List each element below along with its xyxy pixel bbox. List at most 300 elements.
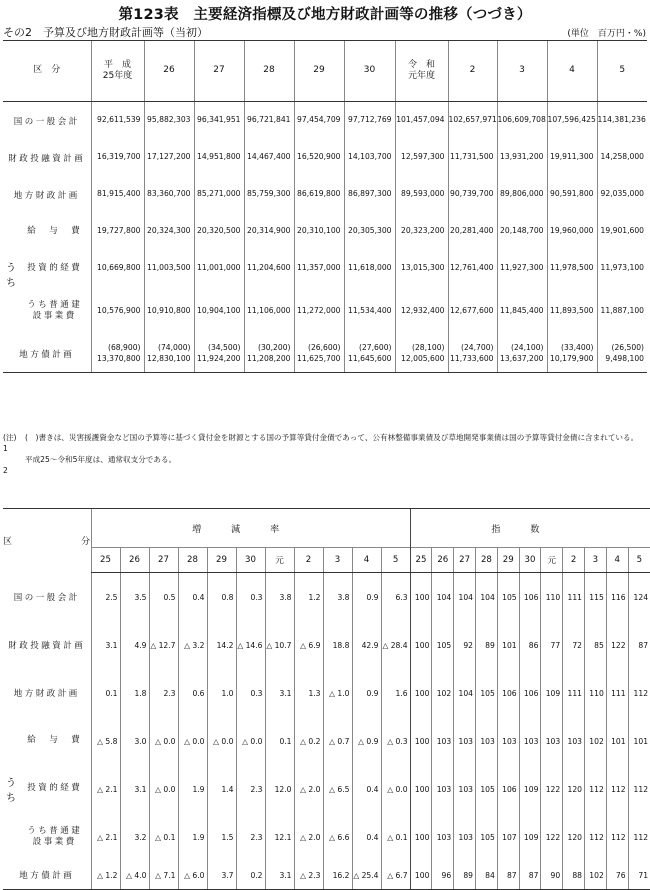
rate-value: 2.3 xyxy=(149,669,178,717)
rate-value: 3.5 xyxy=(120,573,149,622)
cell-value: (24,100) 13,637,200 xyxy=(497,335,547,373)
index-value: 103 xyxy=(432,813,454,861)
rate-value: 0.1 xyxy=(265,717,294,765)
cell-value: (28,100) 12,005,600 xyxy=(395,335,448,373)
cell-value: 14,467,400 xyxy=(244,139,294,176)
cell-value: (33,400) 10,179,900 xyxy=(547,335,597,373)
rate-value: 0.3 xyxy=(236,669,265,717)
year-header: 元 xyxy=(265,548,294,573)
cell-value: 11,973,100 xyxy=(597,250,647,287)
rate-value: 12.0 xyxy=(265,765,294,813)
rate-value: △ 0.0 xyxy=(207,717,236,765)
index-value: 111 xyxy=(563,669,585,717)
rate-value: △ 0.3 xyxy=(381,717,410,765)
index-value: 122 xyxy=(541,765,563,813)
rate-value: △ 1.0 xyxy=(323,669,352,717)
cell-value: 12,761,400 xyxy=(448,250,497,287)
cell-value: 20,310,100 xyxy=(294,213,344,250)
unit-label: (単位 百万円・%) xyxy=(567,29,646,39)
year-header: 2 xyxy=(294,548,323,573)
rate-value: △ 0.1 xyxy=(149,813,178,861)
index-value: 96 xyxy=(432,861,454,890)
index-value: 104 xyxy=(432,573,454,622)
column-header: 29 xyxy=(294,41,344,102)
cell-value: 10,669,800 xyxy=(91,250,144,287)
rate-value: 1.5 xyxy=(207,813,236,861)
year-header: 5 xyxy=(628,548,650,573)
notes xyxy=(3,432,647,476)
rate-value: 2.3 xyxy=(236,813,265,861)
rate-value: 3.7 xyxy=(207,861,236,890)
rate-value: △ 0.7 xyxy=(323,717,352,765)
table-row xyxy=(3,287,647,335)
year-header: 4 xyxy=(352,548,381,573)
rate-value: 12.1 xyxy=(265,813,294,861)
rate-value: 3.1 xyxy=(120,765,149,813)
index-value: 109 xyxy=(519,765,541,813)
rate-value: △ 0.0 xyxy=(149,717,178,765)
table-row xyxy=(3,861,650,890)
cell-value: 83,360,700 xyxy=(144,176,194,213)
year-header: 元 xyxy=(541,548,563,573)
cell-value: 20,314,900 xyxy=(244,213,294,250)
rate-value: 3.8 xyxy=(323,573,352,622)
index-value: 112 xyxy=(606,813,628,861)
rate-value: △ 1.2 xyxy=(91,861,120,890)
index-value: 101 xyxy=(497,621,519,669)
table-row xyxy=(3,813,650,861)
cell-value: 95,882,303 xyxy=(144,102,194,140)
index-value: 112 xyxy=(585,813,607,861)
rate-value: 3.1 xyxy=(91,621,120,669)
column-header: 27 xyxy=(194,41,244,102)
index-value: 104 xyxy=(454,573,476,622)
cell-value: 86,619,800 xyxy=(294,176,344,213)
cell-value: 97,712,769 xyxy=(344,102,395,140)
column-header: 3 xyxy=(497,41,547,102)
index-value: 103 xyxy=(432,765,454,813)
cell-value: 10,910,800 xyxy=(144,287,194,335)
cell-value: 16,319,700 xyxy=(91,139,144,176)
cell-value: 20,323,200 xyxy=(395,213,448,250)
cell-value: 19,727,800 xyxy=(91,213,144,250)
rate-value: 3.0 xyxy=(120,717,149,765)
section-subtitle: その2 予算及び地方財政計画等（当初） xyxy=(3,26,208,39)
cell-value: 11,731,500 xyxy=(448,139,497,176)
index-value: 88 xyxy=(563,861,585,890)
cell-value: 81,915,400 xyxy=(91,176,144,213)
year-header: 26 xyxy=(120,548,149,573)
note-key: 2 xyxy=(3,455,21,475)
rate-value: △ 0.2 xyxy=(294,717,323,765)
index-value: 86 xyxy=(519,621,541,669)
rate-value: △ 0.0 xyxy=(236,717,265,765)
column-header: 28 xyxy=(244,41,294,102)
cell-value: 90,739,700 xyxy=(448,176,497,213)
cell-value: 20,148,700 xyxy=(497,213,547,250)
year-header: 29 xyxy=(207,548,236,573)
column-header: 4 xyxy=(547,41,597,102)
year-header: 3 xyxy=(585,548,607,573)
rate-value: 1.0 xyxy=(207,669,236,717)
cell-value: 17,127,200 xyxy=(144,139,194,176)
rate-value: 18.8 xyxy=(323,621,352,669)
rate-value: △ 14.6 xyxy=(236,621,265,669)
cell-value: 90,591,800 xyxy=(547,176,597,213)
rate-value: 3.2 xyxy=(120,813,149,861)
rate-value: 3.8 xyxy=(265,573,294,622)
year-header: 25 xyxy=(410,548,432,573)
cell-value: 11,887,100 xyxy=(597,287,647,335)
cell-value: 11,357,000 xyxy=(294,250,344,287)
rate-value: △ 0.0 xyxy=(178,717,207,765)
page-title: 第123表 主要経済指標及び地方財政計画等の推移（つづき） xyxy=(118,7,532,23)
year-header: 30 xyxy=(236,548,265,573)
cell-value: 85,271,000 xyxy=(194,176,244,213)
index-value: 100 xyxy=(410,669,432,717)
cell-value: 86,897,300 xyxy=(344,176,395,213)
rate-value: △ 25.4 xyxy=(352,861,381,890)
rate-value: △ 28.4 xyxy=(381,621,410,669)
cell-value: 12,597,300 xyxy=(395,139,448,176)
index-value: 105 xyxy=(476,765,498,813)
group-header-rate: 増減率 xyxy=(91,509,410,548)
rate-value: 1.6 xyxy=(381,669,410,717)
row-label: 国の一般会計 xyxy=(13,592,80,603)
index-value: 106 xyxy=(497,765,519,813)
year-header: 4 xyxy=(606,548,628,573)
rate-value: 6.3 xyxy=(381,573,410,622)
index-value: 106 xyxy=(519,573,541,622)
cell-value: 20,324,300 xyxy=(144,213,194,250)
index-value: 100 xyxy=(410,573,432,622)
column-header: 5 xyxy=(597,41,647,102)
index-value: 103 xyxy=(432,717,454,765)
rate-value: 42.9 xyxy=(352,621,381,669)
rate-value: 0.5 xyxy=(149,573,178,622)
rate-value: 1.8 xyxy=(120,669,149,717)
cell-value: 20,320,500 xyxy=(194,213,244,250)
cell-value: 19,960,000 xyxy=(547,213,597,250)
index-value: 111 xyxy=(606,669,628,717)
index-value: 116 xyxy=(606,573,628,622)
index-value: 107 xyxy=(497,813,519,861)
index-value: 89 xyxy=(476,621,498,669)
table-row xyxy=(3,765,650,813)
index-value: 102 xyxy=(432,669,454,717)
column-header: 令 和 元年度 xyxy=(395,41,448,102)
rate-value: 0.4 xyxy=(352,765,381,813)
rate-value: △ 2.1 xyxy=(91,813,120,861)
index-value: 76 xyxy=(606,861,628,890)
cell-value: 92,035,000 xyxy=(597,176,647,213)
rate-value: 2.5 xyxy=(91,573,120,622)
row-label: うち普通建 設事業費 xyxy=(27,299,83,321)
cell-value: 19,911,300 xyxy=(547,139,597,176)
index-value: 112 xyxy=(628,813,650,861)
cell-value: 107,596,425 xyxy=(547,102,597,140)
index-value: 103 xyxy=(454,813,476,861)
rate-value: 0.4 xyxy=(352,813,381,861)
rate-value: △ 0.1 xyxy=(381,813,410,861)
index-value: 122 xyxy=(606,621,628,669)
index-value: 115 xyxy=(585,573,607,622)
row-label: 財政投融資計画 xyxy=(8,153,86,164)
header-label: 区 分 xyxy=(3,41,91,102)
cell-value: 13,931,200 xyxy=(497,139,547,176)
rate-value: 1.9 xyxy=(178,765,207,813)
index-value: 103 xyxy=(476,717,498,765)
index-value: 105 xyxy=(476,669,498,717)
rate-value: 1.9 xyxy=(178,813,207,861)
cell-value: (24,700) 11,733,600 xyxy=(448,335,497,373)
table-row xyxy=(3,139,647,176)
rate-value: 1.2 xyxy=(294,573,323,622)
year-header: 3 xyxy=(323,548,352,573)
cell-value: 11,978,500 xyxy=(547,250,597,287)
column-header: 2 xyxy=(448,41,497,102)
index-value: 112 xyxy=(585,765,607,813)
index-value: 103 xyxy=(541,717,563,765)
index-value: 87 xyxy=(628,621,650,669)
cell-value: 11,204,600 xyxy=(244,250,294,287)
index-value: 72 xyxy=(563,621,585,669)
cell-value: 12,932,400 xyxy=(395,287,448,335)
index-value: 100 xyxy=(410,813,432,861)
rate-value: △ 2.3 xyxy=(294,861,323,890)
index-value: 112 xyxy=(628,669,650,717)
index-value: 103 xyxy=(497,717,519,765)
row-label: 地方財政計画 xyxy=(13,190,80,201)
index-value: 102 xyxy=(585,717,607,765)
cell-value: 11,106,000 xyxy=(244,287,294,335)
table-row xyxy=(3,213,647,250)
rate-value: 0.2 xyxy=(236,861,265,890)
table-row xyxy=(3,176,647,213)
row-label: 給 与 費 xyxy=(27,225,83,236)
cell-value: 11,001,000 xyxy=(194,250,244,287)
table-row xyxy=(3,669,650,717)
cell-value: 85,759,300 xyxy=(244,176,294,213)
index-value: 84 xyxy=(476,861,498,890)
cell-value: (27,600) 11,645,600 xyxy=(344,335,395,373)
table-row xyxy=(3,621,650,669)
rate-value: △ 6.0 xyxy=(178,861,207,890)
index-value: 100 xyxy=(410,621,432,669)
cell-value: 102,657,971 xyxy=(448,102,497,140)
rate-value: △ 2.0 xyxy=(294,813,323,861)
rate-value: △ 6.5 xyxy=(323,765,352,813)
index-value: 103 xyxy=(563,717,585,765)
rate-value: 3.1 xyxy=(265,861,294,890)
rate-value: △ 4.0 xyxy=(120,861,149,890)
note-line xyxy=(3,454,647,476)
rate-value: 16.2 xyxy=(323,861,352,890)
rate-value: △ 10.7 xyxy=(265,621,294,669)
index-value: 77 xyxy=(541,621,563,669)
index-value: 110 xyxy=(541,573,563,622)
index-value: 85 xyxy=(585,621,607,669)
index-value: 112 xyxy=(606,765,628,813)
column-header: 30 xyxy=(344,41,395,102)
note-text: 平成25～令和5年度は、通常収支分である。 xyxy=(25,455,177,464)
rate-value: △ 6.6 xyxy=(323,813,352,861)
rate-value: △ 6.7 xyxy=(381,861,410,890)
rate-value: 1.4 xyxy=(207,765,236,813)
index-value: 105 xyxy=(432,621,454,669)
cell-value: 114,381,236 xyxy=(597,102,647,140)
cell-value: (26,500) 9,498,100 xyxy=(597,335,647,373)
cell-value: 14,103,700 xyxy=(344,139,395,176)
cell-value: (30,200) 11,208,200 xyxy=(244,335,294,373)
index-value: 103 xyxy=(454,765,476,813)
index-value: 102 xyxy=(585,861,607,890)
year-header: 28 xyxy=(476,548,498,573)
index-value: 101 xyxy=(628,717,650,765)
table-row xyxy=(3,717,650,765)
cell-value: 19,901,600 xyxy=(597,213,647,250)
group-header-index: 指数 xyxy=(410,509,650,548)
cell-value: 106,609,708 xyxy=(497,102,547,140)
cell-value: 11,618,000 xyxy=(344,250,395,287)
row-label: 国の一般会計 xyxy=(13,116,80,127)
index-value: 101 xyxy=(606,717,628,765)
index-value: 105 xyxy=(497,573,519,622)
row-label: 財政投融資計画 xyxy=(8,641,86,651)
year-header: 2 xyxy=(563,548,585,573)
cell-value: (26,600) 11,625,700 xyxy=(294,335,344,373)
cell-value: 89,806,000 xyxy=(497,176,547,213)
row-label: 地方財政計画 xyxy=(13,689,80,699)
index-value: 90 xyxy=(541,861,563,890)
cell-value: 11,845,400 xyxy=(497,287,547,335)
note-text: ( )書きは、災害援護資金など国の予算等に基づく貸付金を財源とする国の予算等貸付金債であって、公有林整備事業債及び草地開発事業債は国の予算等貸付金債に含まれている。 xyxy=(25,433,639,442)
row-label: 給 与 費 xyxy=(27,735,83,746)
rate-value: △ 3.2 xyxy=(178,621,207,669)
rate-value: 4.9 xyxy=(120,621,149,669)
index-value: 100 xyxy=(410,861,432,890)
column-header: 平 成 25年度 xyxy=(91,41,144,102)
side-label: う ち xyxy=(6,263,16,289)
cell-value: 10,904,100 xyxy=(194,287,244,335)
year-header: 30 xyxy=(519,548,541,573)
cell-value: 96,341,951 xyxy=(194,102,244,140)
cell-value: (34,500) 11,924,200 xyxy=(194,335,244,373)
index-value: 110 xyxy=(585,669,607,717)
cell-value: 13,015,300 xyxy=(395,250,448,287)
cell-value: 10,576,900 xyxy=(91,287,144,335)
rate-value: 3.1 xyxy=(265,669,294,717)
index-value: 106 xyxy=(497,669,519,717)
note-key: (注) 1 xyxy=(3,433,25,453)
index-value: 104 xyxy=(454,669,476,717)
cell-value: 16,520,900 xyxy=(294,139,344,176)
cell-value: 89,593,000 xyxy=(395,176,448,213)
index-value: 106 xyxy=(519,669,541,717)
cell-value: 11,893,500 xyxy=(547,287,597,335)
cell-value: 92,611,539 xyxy=(91,102,144,140)
cell-value: 11,272,000 xyxy=(294,287,344,335)
index-value: 87 xyxy=(497,861,519,890)
cell-value: 11,927,300 xyxy=(497,250,547,287)
index-value: 112 xyxy=(628,765,650,813)
index-value: 120 xyxy=(563,813,585,861)
table-row xyxy=(3,335,647,373)
table-row xyxy=(3,573,650,622)
year-header: 25 xyxy=(91,548,120,573)
row-label: 投資的経費 xyxy=(27,262,83,273)
cell-value: (68,900) 13,370,800 xyxy=(91,335,144,373)
index-value: 103 xyxy=(519,717,541,765)
index-value: 89 xyxy=(454,861,476,890)
cell-value: 20,281,400 xyxy=(448,213,497,250)
rate-value: 0.3 xyxy=(236,573,265,622)
index-value: 124 xyxy=(628,573,650,622)
year-header: 27 xyxy=(149,548,178,573)
budget-table xyxy=(3,40,647,373)
year-header: 29 xyxy=(497,548,519,573)
rate-value: △ 0.9 xyxy=(352,717,381,765)
note-line xyxy=(3,432,647,454)
year-header: 5 xyxy=(381,548,410,573)
cell-value: 12,677,600 xyxy=(448,287,497,335)
cell-value: 11,534,400 xyxy=(344,287,395,335)
index-value: 100 xyxy=(410,765,432,813)
rate-value: 0.9 xyxy=(352,573,381,622)
cell-value: 20,305,300 xyxy=(344,213,395,250)
row-label: 地方債計画 xyxy=(3,861,91,890)
index-value: 104 xyxy=(476,573,498,622)
header-label: 区 分 xyxy=(3,509,91,573)
year-header: 27 xyxy=(454,548,476,573)
row-label: うち普通建 設事業費 xyxy=(27,825,83,847)
cell-value: 96,721,841 xyxy=(244,102,294,140)
year-header: 28 xyxy=(178,548,207,573)
index-value: 105 xyxy=(476,813,498,861)
rate-value: △ 7.1 xyxy=(149,861,178,890)
index-value: 109 xyxy=(541,669,563,717)
cell-value: 11,003,500 xyxy=(144,250,194,287)
rate-index-table xyxy=(3,508,650,890)
row-label: 地方債計画 xyxy=(3,335,91,373)
cell-value: 97,454,709 xyxy=(294,102,344,140)
index-value: 122 xyxy=(541,813,563,861)
row-label: 投資的経費 xyxy=(27,783,83,794)
rate-value: △ 2.1 xyxy=(91,765,120,813)
side-label: う ち xyxy=(6,778,16,804)
index-value: 71 xyxy=(628,861,650,890)
table-row xyxy=(3,102,647,140)
rate-value: 0.8 xyxy=(207,573,236,622)
index-value: 120 xyxy=(563,765,585,813)
rate-value: 2.3 xyxy=(236,765,265,813)
cell-value: 14,258,000 xyxy=(597,139,647,176)
rate-value: 14.2 xyxy=(207,621,236,669)
rate-value: 1.3 xyxy=(294,669,323,717)
index-value: 100 xyxy=(410,717,432,765)
rate-value: △ 0.0 xyxy=(381,765,410,813)
rate-value: △ 6.9 xyxy=(294,621,323,669)
column-header: 26 xyxy=(144,41,194,102)
rate-value: △ 12.7 xyxy=(149,621,178,669)
table-row xyxy=(3,250,647,287)
cell-value: 14,951,800 xyxy=(194,139,244,176)
index-value: 109 xyxy=(519,813,541,861)
rate-value: △ 0.0 xyxy=(149,765,178,813)
cell-value: (74,000) 12,830,100 xyxy=(144,335,194,373)
cell-value: 101,457,094 xyxy=(395,102,448,140)
rate-value: △ 5.8 xyxy=(91,717,120,765)
